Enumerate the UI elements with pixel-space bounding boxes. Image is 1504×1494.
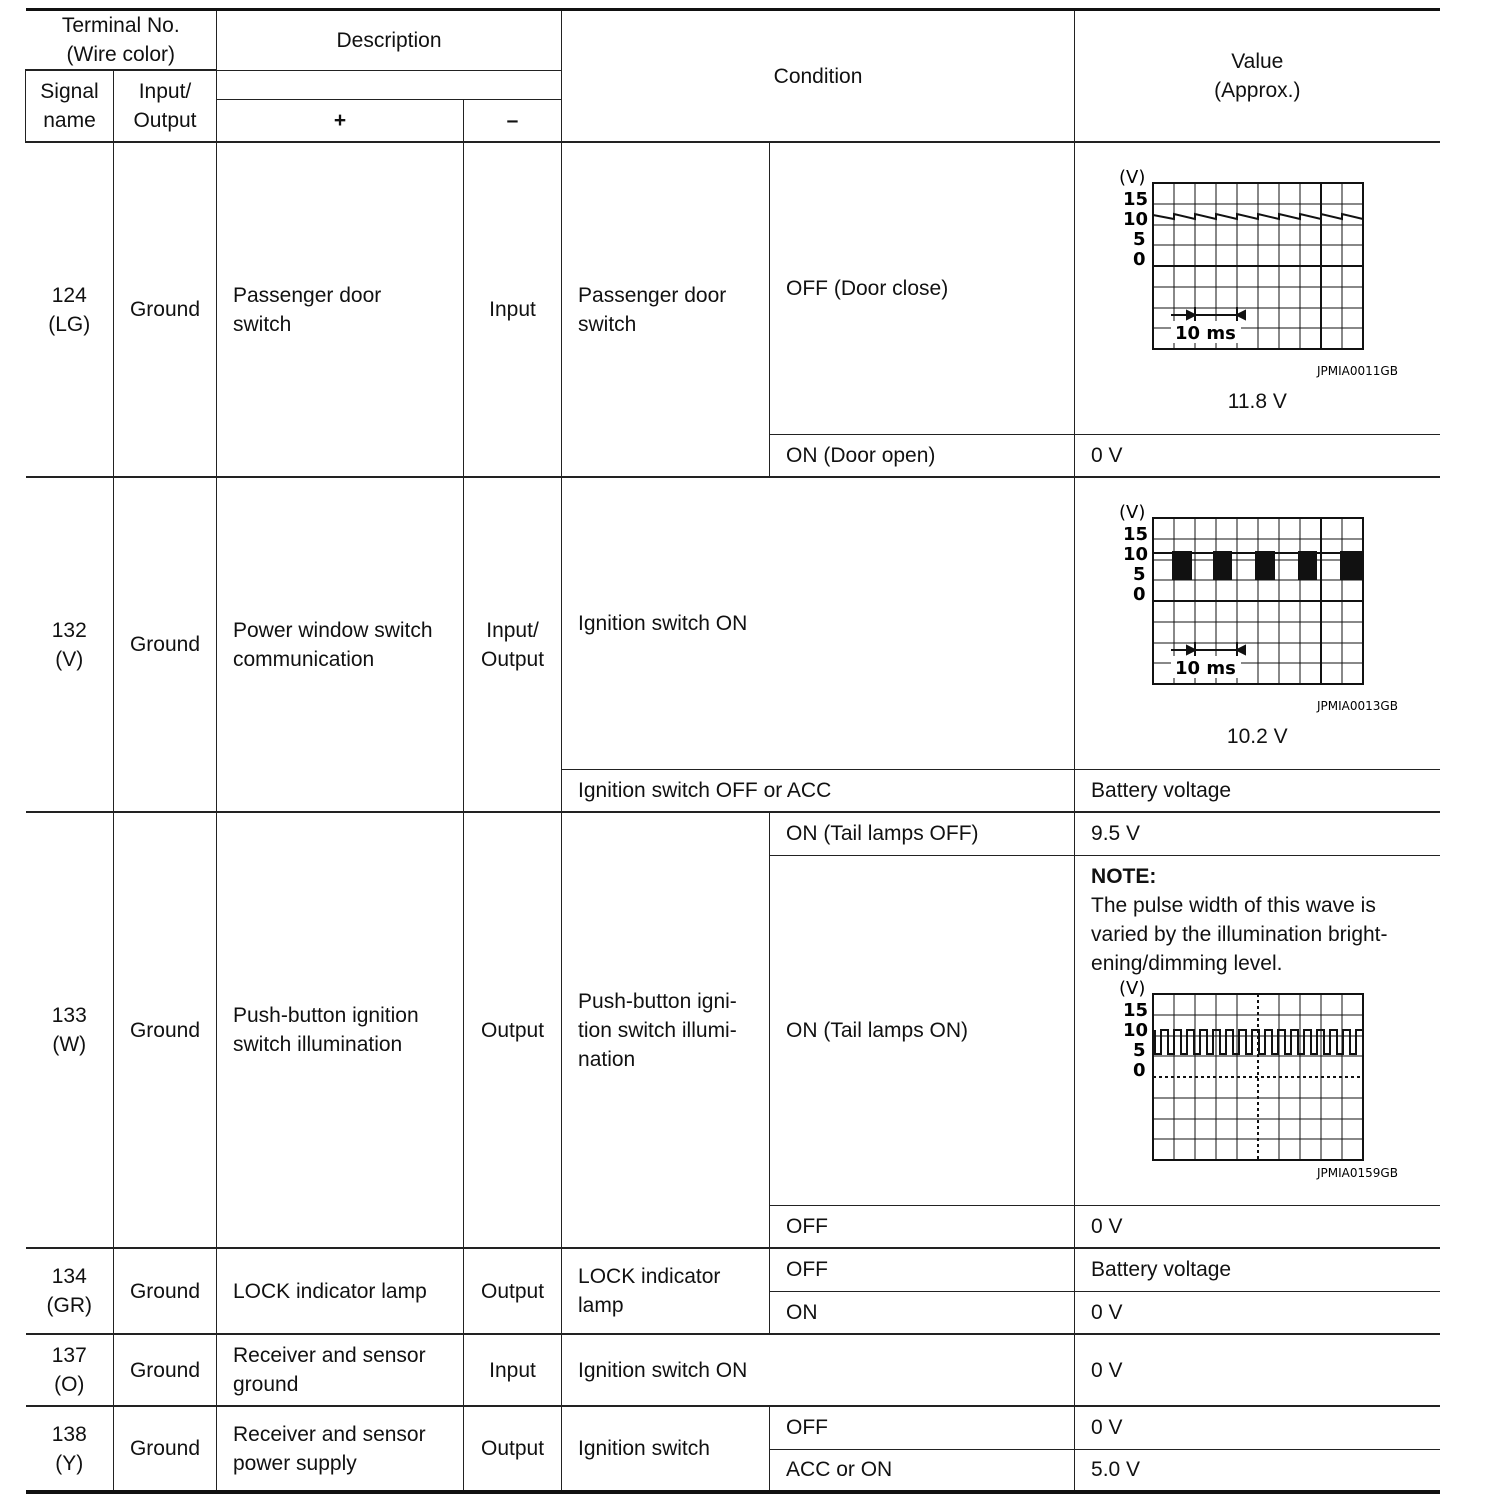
waveform-door-switch	[1075, 161, 1440, 393]
condition-cell: Push-button igni- tion switch illumi- nation	[562, 812, 770, 1248]
value-waveform-cell	[1075, 142, 1440, 434]
terminal-cell: 134 (GR)	[26, 1248, 114, 1334]
sub-condition-cell: ON (Tail lamps ON)	[770, 855, 1075, 1205]
scope-grid	[1153, 994, 1363, 1160]
table-row	[26, 477, 1440, 769]
condition-cell: LOCK indicator lamp	[562, 1248, 770, 1334]
measured-value: 11.8 V	[1227, 389, 1287, 413]
table-row	[26, 1334, 1440, 1406]
scope-trace	[1153, 552, 1361, 579]
scope-unit-label: (V)	[1119, 977, 1146, 999]
terminal-cell: 124 (LG)	[26, 142, 114, 477]
signal-name-cell: Receiver and sensor power supply	[217, 1406, 464, 1492]
sub-condition-cell: ACC or ON	[770, 1449, 1075, 1492]
scope-tick: 0	[1133, 583, 1146, 605]
io-cell: Output	[464, 1248, 562, 1334]
note-body: The pulse width of this wave is varied by the illumination bright- ening/dimming level.	[1091, 893, 1388, 975]
scope-tick: 5	[1133, 1039, 1146, 1061]
header-terminal-no: Terminal No. (Wire color)	[26, 10, 217, 71]
io-cell: Input	[464, 1334, 562, 1406]
terminal-spec-table	[25, 8, 1440, 1494]
figure-id: JPMIA0011GB	[1317, 363, 1398, 378]
sub-condition-cell: OFF	[770, 1205, 1075, 1248]
value-cell: 9.5 V	[1075, 812, 1440, 855]
ground-cell: Ground	[114, 1334, 217, 1406]
header-input-output: Input/ Output	[114, 70, 217, 142]
waveform-illumination-pwm	[1075, 978, 1440, 1183]
scope-trace	[1155, 1030, 1362, 1054]
scope-time-label: 10 ms	[1175, 322, 1236, 344]
ground-cell: Ground	[114, 477, 217, 812]
scope-tick: 15	[1123, 523, 1149, 545]
value-cell: 5.0 V	[1075, 1449, 1440, 1492]
value-cell: 0 V	[1075, 1291, 1440, 1334]
header-value: Value (Approx.)	[1075, 10, 1440, 143]
figure-id: JPMIA0013GB	[1317, 698, 1398, 713]
ground-cell: Ground	[114, 1406, 217, 1492]
io-cell: Input/ Output	[464, 477, 562, 812]
sub-condition-cell: ON (Door open)	[770, 434, 1075, 477]
terminal-cell: 137 (O)	[26, 1334, 114, 1406]
io-cell: Input	[464, 142, 562, 477]
table-row	[26, 142, 1440, 434]
scope-tick: 5	[1133, 228, 1146, 250]
value-cell: 0 V	[1075, 1205, 1440, 1248]
scope-time-label: 10 ms	[1175, 657, 1236, 679]
scope-time-marker	[1171, 307, 1245, 323]
sub-condition-cell: ON (Tail lamps OFF)	[770, 812, 1075, 855]
value-cell: 0 V	[1075, 1334, 1440, 1406]
scope-trace	[1153, 214, 1363, 219]
scope-unit-label: (V)	[1119, 501, 1146, 523]
terminal-cell: 133 (W)	[26, 812, 114, 1248]
header-minus: –	[464, 99, 562, 142]
signal-name-cell: Receiver and sensor ground	[217, 1334, 464, 1406]
value-cell: 0 V	[1075, 1406, 1440, 1449]
sub-condition-cell: OFF	[770, 1406, 1075, 1449]
signal-name-cell: Passenger door switch	[217, 142, 464, 477]
signal-name-cell: LOCK indicator lamp	[217, 1248, 464, 1334]
scope-tick: 0	[1133, 248, 1146, 270]
ground-cell: Ground	[114, 812, 217, 1248]
figure-id: JPMIA0159GB	[1317, 1165, 1398, 1180]
condition-cell: Passenger door switch	[562, 142, 770, 477]
io-cell: Output	[464, 1406, 562, 1492]
condition-cell: Ignition switch OFF or ACC	[562, 769, 1075, 812]
waveform-power-window-comm	[1075, 496, 1440, 728]
scope-tick: 5	[1133, 563, 1146, 585]
signal-name-cell: Push-button ignition switch illumination	[217, 812, 464, 1248]
note-heading: NOTE:	[1091, 864, 1157, 888]
value-cell: Battery voltage	[1075, 1248, 1440, 1291]
scope-tick: 15	[1123, 999, 1149, 1021]
measured-value: 10.2 V	[1226, 724, 1288, 748]
scope-time-marker	[1171, 642, 1245, 658]
value-cell: 0 V	[1075, 434, 1440, 477]
scope-unit-label: (V)	[1119, 166, 1146, 188]
ground-cell: Ground	[114, 1248, 217, 1334]
scope-tick: 10	[1123, 543, 1149, 565]
header-signal-name: Signal name	[26, 70, 114, 142]
scope-tick: 10	[1123, 1019, 1149, 1041]
header-description: Description	[217, 10, 562, 71]
condition-cell: Ignition switch ON	[562, 1334, 1075, 1406]
header-condition: Condition	[562, 10, 1075, 143]
value-cell: Battery voltage	[1075, 769, 1440, 812]
condition-cell: Ignition switch	[562, 1406, 770, 1492]
terminal-cell: 132 (V)	[26, 477, 114, 812]
scope-tick: 15	[1123, 188, 1149, 210]
sub-condition-cell: OFF	[770, 1248, 1075, 1291]
terminal-cell: 138 (Y)	[26, 1406, 114, 1492]
table-row	[26, 1248, 1440, 1291]
value-note-waveform-cell	[1075, 855, 1440, 1205]
value-waveform-cell	[1075, 477, 1440, 769]
table-row	[26, 812, 1440, 855]
table-row	[26, 1406, 1440, 1449]
scope-tick: 0	[1133, 1059, 1146, 1081]
ground-cell: Ground	[114, 142, 217, 477]
sub-condition-cell: OFF (Door close)	[770, 142, 1075, 434]
condition-cell: Ignition switch ON	[562, 477, 1075, 769]
header-plus: +	[217, 99, 464, 142]
sub-condition-cell: ON	[770, 1291, 1075, 1334]
signal-name-cell: Power window switch communication	[217, 477, 464, 812]
io-cell: Output	[464, 812, 562, 1248]
scope-tick: 10	[1123, 208, 1149, 230]
